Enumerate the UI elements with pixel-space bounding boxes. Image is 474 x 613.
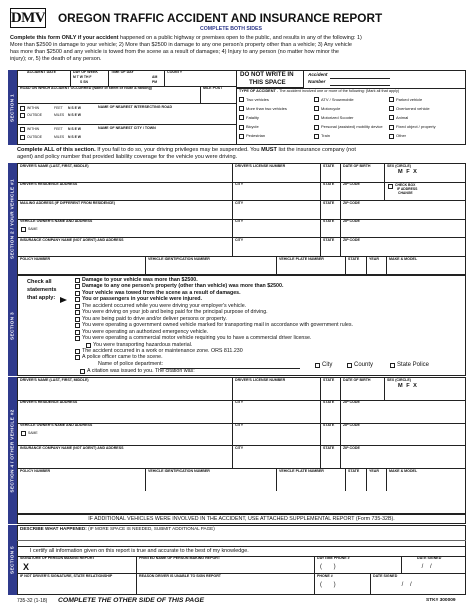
owner-state-field-label: STATE: [323, 423, 335, 428]
mailing-zip-field-label: ZIP CODE: [343, 200, 360, 205]
accident-type-checkbox[interactable]: [314, 97, 319, 102]
accident-type-label: ATV / Snowmobile: [321, 96, 354, 102]
insurance-field-label: INSURANCE COMPANY NAME (NOT AGENT) AND ADDRESS: [20, 445, 124, 450]
date-slashes-1: / /: [415, 564, 432, 570]
certify-statement: I certify all information given on this report is true and accurate to the best of my knowledge.: [30, 548, 249, 554]
feet-label-2: FEET: [54, 127, 63, 131]
section-2-lead: Complete ALL of this section.: [17, 147, 96, 153]
accident-type-checkbox[interactable]: [239, 134, 244, 139]
describe-title: DESCRIBE WHAT HAPPENED:: [20, 526, 87, 531]
within-label-2: WITHIN: [27, 127, 40, 131]
mailing-city-field-label: CITY: [235, 200, 244, 205]
state-field[interactable]: [321, 169, 339, 181]
city-field-label: CITY: [235, 182, 244, 187]
sex-field[interactable]: [385, 383, 465, 399]
supplemental-text: IF ADDITIONAL VEHICLES WERE INVOLVED IN THE ACCIDENT, USE ATTACHED SUPPLEMENTAL REPORT (Form 735-32B).: [88, 516, 395, 522]
driver-name-field-label: DRIVER'S NAME (LAST, FIRST, MIDDLE): [20, 377, 89, 382]
daytime-phone-label: DAYTIME PHONE #: [317, 556, 350, 560]
owner-state-field[interactable]: [321, 225, 339, 237]
owner-city-field[interactable]: [233, 225, 319, 237]
instruction-line-3: has more than $2500 and any vehicle is towed from the scene as a result of damages; 4) Injury to any person (no matter how minor the: [10, 49, 339, 55]
make-field-label: MAKE & MODEL: [389, 468, 418, 473]
driver-name-field[interactable]: [18, 383, 231, 399]
accident-type-checkbox[interactable]: [389, 125, 394, 130]
city-field[interactable]: [233, 406, 319, 422]
insurance-field-label: INSURANCE COMPANY NAME (NOT AGENT) AND ADDRESS: [20, 237, 124, 242]
county-checkbox[interactable]: [347, 363, 352, 368]
ins-city-field[interactable]: [233, 451, 319, 467]
statement-checkbox[interactable]: [75, 355, 80, 360]
cell-divider: [384, 182, 385, 201]
statement-label: You were operating a government owned vehicle marked for transporting mail in accordance with government rules.: [82, 322, 353, 329]
ins-city-field-label: CITY: [235, 237, 244, 242]
printed-name-label: PRINTED NAME OF PERSON MAKING REPORT: [139, 556, 221, 560]
owner-field[interactable]: [18, 429, 231, 445]
instruction-lead: Complete this form ONLY if your accident: [10, 35, 119, 41]
license-field[interactable]: [233, 169, 319, 181]
nsew-2a[interactable]: N S E W: [68, 127, 81, 131]
ins-state-field-label: STATE: [323, 445, 335, 450]
plate-field[interactable]: [277, 474, 344, 490]
mailing-city-field[interactable]: [233, 206, 319, 218]
year-field-label: YEAR: [369, 256, 379, 261]
vin-field[interactable]: [146, 262, 275, 274]
statements-label: statements: [27, 287, 57, 293]
driver-name-field-label: DRIVER'S NAME (LAST, FIRST, MIDDLE): [20, 163, 89, 168]
statement-label: Damage to any one person's property (other than vehicle) was more than $2500.: [82, 283, 284, 290]
owner-field-label: VEHICLE OWNER'S NAME AND ADDRESS: [20, 423, 93, 428]
residence-field[interactable]: [18, 188, 231, 200]
accident-type-checkbox[interactable]: [314, 106, 319, 111]
accident-type-checkbox[interactable]: [239, 115, 244, 120]
citation-label: A citation was issued to you. The citation was:: [87, 368, 195, 374]
type-of-accident-title: TYPE OF ACCIDENT: [239, 89, 276, 93]
outside-checkbox-1[interactable]: [20, 113, 25, 118]
mailing-state-field[interactable]: [321, 206, 339, 218]
accident-date-label: ACCIDENT DATE: [27, 70, 57, 74]
accident-type-checkbox[interactable]: [389, 97, 394, 102]
ins-city-field[interactable]: [233, 243, 319, 255]
make-field-label: MAKE & MODEL: [389, 256, 418, 261]
accident-type-label: Personal (assisted) mobility device: [321, 124, 383, 130]
owner-zip-field[interactable]: [341, 429, 465, 445]
accident-type-label: Motorized Scooter: [321, 114, 354, 120]
number-label: Number: [308, 79, 326, 84]
statement-checkbox[interactable]: [75, 284, 80, 289]
form-subtitle: COMPLETE BOTH SIDES: [200, 26, 262, 32]
milepost-label: MILE POST: [203, 86, 223, 90]
statement-checkbox[interactable]: [75, 349, 80, 354]
outside-checkbox-2[interactable]: [20, 135, 25, 140]
accident-type-label: Bicycle: [246, 124, 259, 130]
owner-zip-field-label: ZIP CODE: [343, 219, 360, 224]
accident-type-checkbox[interactable]: [389, 115, 394, 120]
complete-other-side: COMPLETE THE OTHER SIDE OF THIS PAGE: [58, 597, 205, 604]
accident-type-checkbox[interactable]: [389, 134, 394, 139]
same-label: SAME: [28, 430, 38, 435]
statement-checkbox[interactable]: [75, 291, 80, 296]
signature-x[interactable]: X: [23, 562, 30, 572]
license-field-label: DRIVER'S LICENSE NUMBER: [235, 163, 286, 168]
within-checkbox-2[interactable]: [20, 127, 25, 132]
form-number: 735-32 (1-18): [17, 598, 48, 604]
state-field-2[interactable]: [321, 188, 339, 200]
plate-field-label: VEHICLE PLATE NUMBER: [279, 468, 324, 473]
year-field-label: YEAR: [369, 468, 379, 473]
plate-state-field-label: STATE: [348, 468, 360, 473]
check-box-label: CHECK BOX: [395, 182, 416, 187]
county-option: County: [354, 362, 374, 368]
residence-field-label: DRIVER'S RESIDENCE ADDRESS: [20, 400, 78, 405]
check-all-label: Check all: [27, 279, 52, 285]
ins-zip-field[interactable]: [341, 451, 465, 467]
city-checkbox[interactable]: [315, 363, 320, 368]
statement-checkbox[interactable]: [75, 310, 80, 315]
reason-label: REASON DRIVER IS UNABLE TO SIGN REPORT: [139, 574, 221, 578]
mailing-state-field-label: STATE: [323, 200, 335, 205]
dmv-logo-text: DMV: [10, 9, 46, 26]
state-field-2-label: STATE: [323, 182, 335, 187]
state-field-2[interactable]: [321, 406, 339, 422]
instructions: [10, 35, 466, 63]
mailing-field[interactable]: [18, 206, 231, 218]
zip-field-label: ZIP CODE: [343, 182, 360, 187]
zip-field-label: ZIP CODE: [343, 400, 360, 405]
miles-label-2: MILES: [54, 135, 65, 139]
accident-number-label: Accident: [308, 72, 328, 77]
statement-label: You are being paid to drive and/or deliver persons or property.: [82, 315, 227, 322]
days-options-weekend[interactable]: S SN: [80, 80, 88, 84]
statement-label: Damage to your vehicle was more than $2500.: [82, 277, 198, 283]
accident-type-checkbox[interactable]: [239, 97, 244, 102]
driver-name-field[interactable]: [18, 169, 231, 181]
plate-field[interactable]: [277, 262, 344, 274]
statement-label: You were transporting hazardous material.: [93, 341, 193, 348]
ins-city-field-label: CITY: [235, 445, 244, 450]
arrow-icon: [60, 297, 67, 303]
nearest-road-label: NAME OF NEAREST INTERSECTING ROAD: [98, 105, 173, 109]
city-option: City: [322, 362, 333, 368]
policy-field-label: POLICY NUMBER: [20, 256, 51, 261]
statement-checkbox[interactable]: [75, 278, 80, 283]
signature-label: SIGNATURE OF PERSON MAKING REPORT: [20, 556, 95, 560]
within-checkbox-1[interactable]: [20, 106, 25, 111]
residence-field[interactable]: [18, 406, 231, 422]
insurance-field[interactable]: [18, 243, 231, 255]
state-police-option: State Police: [397, 362, 430, 368]
ins-state-field[interactable]: [321, 243, 339, 255]
road-label: ROAD ON WHICH ACCIDENT OCCURRED (Name of street or route & ranking): [20, 86, 152, 90]
statement-label: You were driving on your job and being paid for the principal purpose of driving.: [82, 309, 268, 316]
accident-type-label: Animal: [396, 114, 409, 120]
section-5-label: SECTION 5: [8, 525, 17, 595]
ins-zip-field-label: ZIP CODE: [343, 445, 360, 450]
statement-label: You were operating an authorized emergency vehicle.: [82, 328, 209, 335]
accident-type-label: Overturned vehicle: [396, 105, 430, 111]
dmv-logo: [10, 8, 46, 28]
form-title: OREGON TRAFFIC ACCIDENT AND INSURANCE REPORT: [58, 11, 383, 25]
date-signed-label: DATE SIGNED: [417, 556, 442, 560]
vin-field[interactable]: [146, 474, 275, 490]
sex-options[interactable]: M F X: [398, 169, 418, 175]
type-of-accident-label: [239, 90, 399, 94]
date-signed-label-2: DATE SIGNED: [373, 574, 398, 578]
owner-same-checkbox[interactable]: [21, 227, 26, 232]
ins-zip-field[interactable]: [341, 243, 465, 255]
state-field[interactable]: [321, 383, 339, 399]
dob-field-label: DATE OF BIRTH: [343, 377, 371, 382]
changed-label: CHANGE: [398, 190, 413, 195]
accident-type-label: Other: [396, 133, 407, 139]
county-label: COUNTY: [167, 70, 183, 74]
owner-field[interactable]: [18, 225, 231, 237]
accident-type-checkbox[interactable]: [314, 134, 319, 139]
make-field[interactable]: [387, 262, 465, 274]
accident-type-label: Pedestrian: [246, 133, 266, 139]
owner-field-label: VEHICLE OWNER'S NAME AND ADDRESS: [20, 219, 93, 224]
supplemental-banner: [17, 514, 466, 524]
zip-field[interactable]: [341, 406, 465, 422]
state-field-label: STATE: [323, 377, 335, 382]
section-2-text2: list the insurance company (not: [276, 147, 356, 153]
that-apply-label: that apply:: [27, 295, 56, 301]
statement-checkbox[interactable]: [75, 304, 80, 309]
section-2-label: SECTION 2 / YOUR VEHICLE #1: [8, 163, 17, 275]
section-2-line2: agent) and policy number that provided liability coverage for the vehicle you were driving.: [17, 154, 238, 160]
this-space-label: THIS SPACE: [249, 79, 286, 86]
days-options[interactable]: M T W TH F: [73, 75, 92, 79]
sex-options[interactable]: M F X: [398, 383, 418, 389]
police-department-label: Name of police department:: [98, 361, 164, 367]
time-of-day-label: TIME OF DAY: [111, 70, 134, 74]
accident-type-checkbox[interactable]: [314, 115, 319, 120]
ins-zip-field-label: ZIP CODE: [343, 237, 360, 242]
accident-type-checkbox[interactable]: [314, 125, 319, 130]
instruction-line-2: More than $2500 in damage to your vehicle; 2) More than $2500 in damage to any one person's property other than a vehicle; 3) Any vehicle: [10, 42, 352, 48]
owner-city-field[interactable]: [233, 429, 319, 445]
make-field[interactable]: [387, 474, 465, 490]
policy-field[interactable]: [18, 262, 144, 274]
year-field[interactable]: [367, 262, 385, 274]
outside-label-1: OUTSIDE: [27, 113, 43, 117]
section-3-label: SECTION 3: [8, 275, 17, 376]
owner-city-field-label: CITY: [235, 219, 244, 224]
citation-checkbox[interactable]: [80, 369, 85, 374]
ins-state-field-label: STATE: [323, 237, 335, 242]
nsew-1b[interactable]: N S E W: [68, 113, 81, 117]
sex-field-label: SEX (CIRCLE): [387, 377, 411, 382]
day-of-week-label: DAY OF WEEK: [73, 70, 98, 74]
outside-label-2: OUTSIDE: [27, 135, 43, 139]
dob-field[interactable]: [341, 169, 383, 181]
section-2-intro: [17, 147, 466, 162]
accident-type-checkbox[interactable]: [239, 106, 244, 111]
insurance-field[interactable]: [18, 451, 231, 467]
vin-field-label: VEHICLE IDENTIFICATION NUMBER: [148, 256, 210, 261]
accident-type-label: More than two vehicles: [246, 105, 287, 111]
section-1-label: SECTION 1: [8, 70, 17, 145]
am-option[interactable]: AM: [152, 75, 158, 79]
policy-field[interactable]: [18, 474, 144, 490]
date-slashes-2: / /: [395, 582, 412, 588]
accident-type-label: Parked vehicle: [396, 96, 423, 102]
statement-label: The accident occurred while you were driving your employer's vehicle.: [82, 302, 247, 309]
state-field-2-label: STATE: [323, 400, 335, 405]
policy-field-label: POLICY NUMBER: [20, 468, 51, 473]
accident-type-label: Two vehicles: [246, 96, 269, 102]
phone-label: PHONE #: [317, 574, 333, 578]
owner-city-field-label: CITY: [235, 423, 244, 428]
describe-note: (IF MORE SPACE IS NEEDED, SUBMIT ADDITIONAL PAGE): [86, 526, 215, 531]
not-driver-label: IF NOT DRIVER'S SIGNATURE, STATE RELATIONSHIP: [20, 574, 113, 578]
owner-zip-field-label: ZIP CODE: [343, 423, 360, 428]
city-field-label: CITY: [235, 400, 244, 405]
nearest-city-label: NAME OF NEAREST CITY / TOWN: [98, 126, 156, 130]
accident-type-checkbox[interactable]: [389, 106, 394, 111]
nsew-2b[interactable]: N S E W: [68, 135, 81, 139]
dob-field[interactable]: [341, 383, 383, 399]
address-change-checkbox[interactable]: [388, 184, 393, 189]
within-label-1: WITHIN: [27, 106, 40, 110]
owner-state-field[interactable]: [321, 429, 339, 445]
dob-field-label: DATE OF BIRTH: [343, 163, 371, 168]
same-label: SAME: [28, 226, 38, 231]
city-field[interactable]: [233, 188, 319, 200]
sex-field-label: SEX (CIRCLE): [387, 163, 411, 168]
miles-label-1: MILES: [54, 113, 65, 117]
ins-state-field[interactable]: [321, 451, 339, 467]
stock-number: STK# 300009: [426, 598, 456, 603]
mailing-zip-field[interactable]: [341, 206, 465, 218]
accident-type-label: Motorcycle: [321, 105, 341, 111]
statement-checkbox[interactable]: [75, 330, 80, 335]
accident-type-checkbox[interactable]: [239, 125, 244, 130]
accident-type-label: Fatality: [246, 114, 259, 120]
do-not-write-label: DO NOT WRITE IN: [240, 71, 294, 78]
statement-label: Your vehicle was towed from the scene as a result of damages.: [82, 289, 241, 296]
plate-state-field[interactable]: [346, 474, 365, 490]
section-2-text1: If you fail to do so, your driving privileges may be suspended. You: [95, 147, 262, 153]
phone-paren-1: ( ): [320, 564, 336, 570]
if-address-label: IF ADDRESS: [397, 186, 418, 191]
describe-label: [20, 527, 215, 532]
statement-label: A police officer came to the scene.: [82, 354, 163, 361]
pm-option[interactable]: PM: [152, 80, 158, 84]
license-field[interactable]: [233, 383, 319, 399]
statement-checkbox[interactable]: [75, 336, 80, 341]
plate-field-label: VEHICLE PLATE NUMBER: [279, 256, 324, 261]
state-field-label: STATE: [323, 163, 335, 168]
license-field-label: DRIVER'S LICENSE NUMBER: [235, 377, 286, 382]
statement-label: The accident occurred in a work or maintenance zone. ORS 811.230: [82, 347, 243, 354]
sex-field[interactable]: [385, 169, 465, 181]
statement-checkbox[interactable]: [75, 317, 80, 322]
section-4-label: SECTION 4 / OTHER VEHICLE #2: [8, 377, 17, 524]
section-2-must: MUST: [261, 147, 277, 153]
nsew-1a[interactable]: N S E W: [68, 106, 81, 110]
owner-zip-field[interactable]: [341, 225, 465, 237]
mailing-field-label: MAILING ADDRESS (IF DIFFERENT FROM RESIDENCE): [20, 200, 115, 205]
statement-label: You were operating a commercial motor vehicle requiring you to have a commercial driver license.: [82, 335, 312, 342]
type-of-accident-note: - The accident involved one or more of the following: (Mark all that apply): [275, 89, 400, 93]
owner-same-checkbox[interactable]: [21, 431, 26, 436]
plate-state-field-label: STATE: [348, 256, 360, 261]
plate-state-field[interactable]: [346, 262, 365, 274]
zip-field[interactable]: [341, 188, 383, 200]
vin-field-label: VEHICLE IDENTIFICATION NUMBER: [148, 468, 210, 473]
feet-label-1: FEET: [54, 106, 63, 110]
state-police-checkbox[interactable]: [390, 363, 395, 368]
statement-checkbox[interactable]: [75, 323, 80, 328]
instruction-text: happened on a public highway or premises open to the public, and results in any of the following: 1): [118, 35, 362, 41]
instruction-line-4: injury); or, 5) the death of any person.: [10, 56, 102, 62]
residence-field-label: DRIVER'S RESIDENCE ADDRESS: [20, 182, 78, 187]
statement-label: You or passengers in your vehicle were injured.: [82, 296, 203, 303]
accident-type-label: Fixed object / property: [396, 124, 436, 130]
statement-checkbox[interactable]: [86, 343, 91, 348]
statement-checkbox[interactable]: [75, 297, 80, 302]
year-field[interactable]: [367, 474, 385, 490]
accident-type-label: Train: [321, 133, 330, 139]
phone-paren-2: ( ): [320, 582, 336, 588]
owner-state-field-label: STATE: [323, 219, 335, 224]
